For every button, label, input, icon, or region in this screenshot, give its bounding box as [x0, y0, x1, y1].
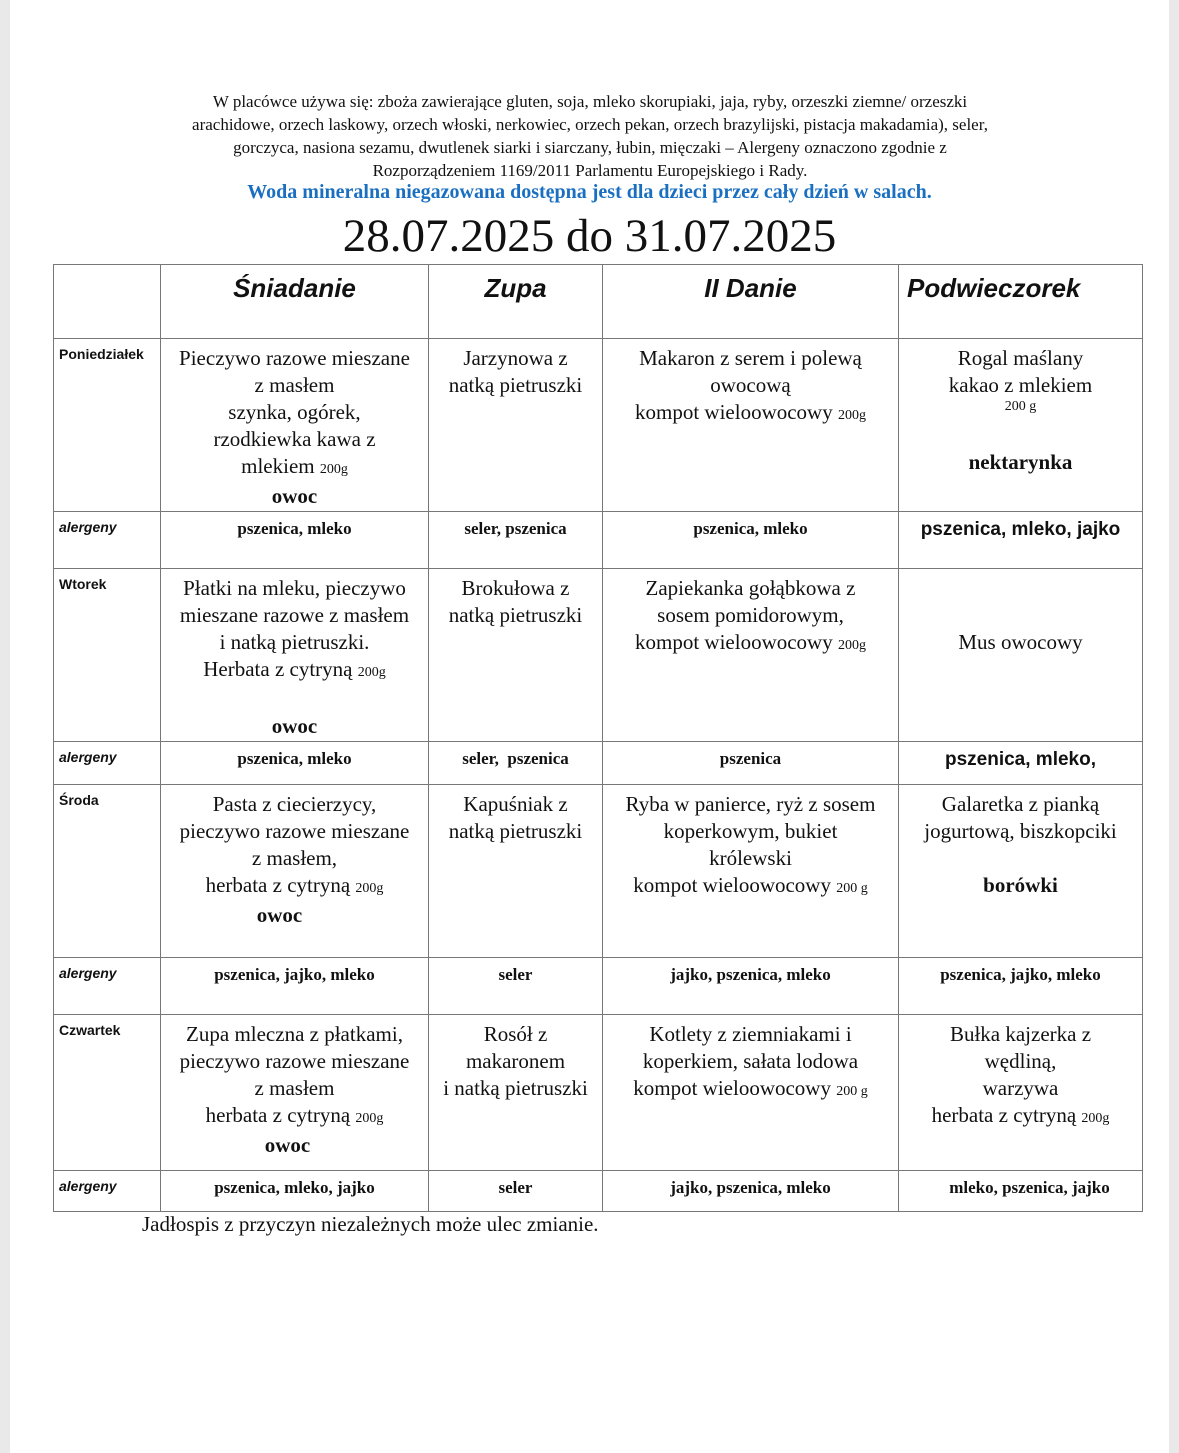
allergen-soup: seler, pszenica [429, 742, 603, 785]
snack-cell [899, 785, 1143, 958]
intro-line: W placówce używa się: zboża zawierające gluten, soja, mleko skorupiaki, jaja, ryby, orzeszki ziemne/ orzeszki [212, 92, 968, 111]
portion-size: 200g [319, 462, 348, 477]
meal-line: pieczywo razowe mieszane [179, 819, 410, 843]
meal-text: Herbata z cytryną [203, 657, 353, 681]
meal-line: Rosół z [483, 1022, 548, 1046]
snack-cell [899, 1015, 1143, 1171]
meal-line: koperkiem, sałata lodowa [642, 1049, 859, 1073]
allergen-row [54, 958, 1143, 1015]
meal-line [163, 656, 426, 686]
meal-line: Makaron z serem i polewą [639, 346, 862, 370]
portion-size: 200 g [1004, 399, 1037, 414]
allergen-snack: pszenica, mleko, jajko [899, 512, 1143, 569]
meal-line: i natką pietruszki [443, 1076, 588, 1100]
day-label: Poniedziałek [54, 339, 161, 512]
day-label: Wtorek [54, 569, 161, 742]
menu-table [53, 264, 1143, 1212]
meal-line: natką pietruszki [448, 819, 583, 843]
meal-text: kompot wieloowocowy [635, 630, 833, 654]
meal-line [605, 1075, 896, 1105]
allergen-breakfast: pszenica, jajko, mleko [161, 958, 429, 1015]
meal-line: Pasta z ciecierzycy, [212, 792, 377, 816]
meal-line: z masłem [254, 1076, 335, 1100]
portion-size: 200 g [836, 1084, 868, 1099]
allergen-main: jajko, pszenica, mleko [603, 1171, 899, 1212]
water-note: Woda mineralna niegazowana dostępna jest dla dzieci przez cały dzień w salach. [247, 181, 932, 203]
meal-line: Kapuśniak z [463, 792, 568, 816]
meal-line: pieczywo razowe mieszane [179, 1049, 410, 1073]
day-row [54, 569, 1143, 742]
date-range: 28.07.2025 do 31.07.2025 [342, 210, 837, 262]
meal-line: Płatki na mleku, pieczywo [183, 576, 406, 600]
meal-line: Ryba w panierce, ryż z sosem [625, 792, 876, 816]
meal-line: Brokułowa z [461, 576, 570, 600]
intro-line: Rozporządzeniem 1169/2011 Parlamentu Europejskiego i Rady. [372, 161, 808, 180]
fruit-label: nektarynka [968, 450, 1073, 474]
meal-line: wędliną, [984, 1049, 1057, 1073]
day-row [54, 1015, 1143, 1171]
soup-cell [429, 1015, 603, 1171]
meal-line: Zupa mleczna z płatkami, [186, 1022, 403, 1046]
portion-size: 200g [837, 408, 866, 423]
header-soup: Zupa [429, 265, 603, 339]
meal-line: mieszane razowe z masłem [179, 603, 410, 627]
meal-line: koperkowym, bukiet [663, 819, 838, 843]
day-row [54, 785, 1143, 958]
day-label: Środa [54, 785, 161, 958]
allergen-breakfast: pszenica, mleko [161, 512, 429, 569]
meal-line: Bułka kajzerka z [949, 1022, 1092, 1046]
allergen-row [54, 1171, 1143, 1212]
fruit-label: owoc [256, 903, 303, 927]
meal-line: natką pietruszki [448, 373, 583, 397]
meal-line: królewski [709, 846, 792, 870]
main-cell [603, 339, 899, 512]
soup-cell [429, 569, 603, 742]
allergen-snack: pszenica, jajko, mleko [899, 958, 1143, 1015]
snack-cell [899, 339, 1143, 512]
header-main: II Danie [603, 265, 899, 339]
allergen-label: alergeny [54, 1171, 161, 1212]
meal-line: owocową [710, 373, 791, 397]
allergen-main: jajko, pszenica, mleko [603, 958, 899, 1015]
meal-line: Rogal maślany [957, 346, 1084, 370]
allergen-label: alergeny [54, 512, 161, 569]
meal-line [163, 1102, 426, 1132]
meal-line: szynka, ogórek, [228, 400, 361, 424]
allergen-row [54, 512, 1143, 569]
main-cell [603, 785, 899, 958]
fruit-label: borówki [983, 873, 1058, 897]
meal-line: rzodkiewka kawa z [213, 427, 376, 451]
fruit-label: owoc [271, 484, 318, 508]
meal-line [901, 1102, 1140, 1132]
meal-line: z masłem, [251, 846, 338, 870]
meal-line: Galaretka z pianką [941, 792, 1100, 816]
portion-size: 200g [1081, 1111, 1110, 1126]
day-row [54, 339, 1143, 512]
meal-text: kompot wieloowocowy [633, 873, 831, 897]
intro-line: gorczyca, nasiona sezamu, dwutlenek siarki i siarczany, łubin, mięczaki – Alergeny oznaczono zgodnie z [233, 138, 947, 157]
meal-text: mlekiem [241, 454, 315, 478]
portion-size: 200g [355, 881, 384, 896]
fruit-label: owoc [271, 714, 318, 738]
breakfast-cell [161, 1015, 429, 1171]
meal-line: Zapiekanka gołąbkowa z [645, 576, 856, 600]
meal-line: jogurtową, biszkopciki [924, 819, 1117, 843]
meal-line: i natką pietruszki. [219, 630, 370, 654]
breakfast-cell [161, 339, 429, 512]
meal-text: herbata z cytryną [931, 1103, 1077, 1127]
meal-text: kompot wieloowocowy [633, 1076, 831, 1100]
allergen-label: alergeny [54, 958, 161, 1015]
meal-line [605, 629, 896, 659]
allergen-breakfast: pszenica, mleko, jajko [161, 1171, 429, 1212]
fruit-label: owoc [264, 1133, 311, 1157]
meal-line: Kotlety z ziemniakami i [649, 1022, 852, 1046]
breakfast-cell [161, 785, 429, 958]
meal-line [605, 399, 896, 429]
meal-line [163, 872, 426, 902]
header-breakfast: Śniadanie [161, 265, 429, 339]
meal-line: warzywa [982, 1076, 1059, 1100]
meal-text: herbata z cytryną [205, 873, 351, 897]
portion-size: 200g [357, 665, 386, 680]
allergen-breakfast: pszenica, mleko [161, 742, 429, 785]
soup-cell [429, 785, 603, 958]
footer-note: Jadłospis z przyczyn niezależnych może ulec zmianie. [142, 1212, 599, 1236]
portion-size: 200 g [836, 881, 868, 896]
allergen-soup: seler [429, 1171, 603, 1212]
allergen-snack: pszenica, mleko, [899, 742, 1143, 785]
meal-line: Jarzynowa z [463, 346, 568, 370]
meal-line: sosem pomidorowym, [657, 603, 844, 627]
main-cell [603, 569, 899, 742]
meal-line: z masłem [254, 373, 335, 397]
meal-line [163, 453, 426, 483]
allergen-main: pszenica, mleko [603, 512, 899, 569]
meal-line: natką pietruszki [448, 603, 583, 627]
portion-size: 200g [837, 638, 866, 653]
meal-line: Pieczywo razowe mieszane [179, 346, 410, 370]
meal-line: kakao z mlekiem [948, 373, 1093, 397]
meal-text: herbata z cytryną [205, 1103, 351, 1127]
header-row [54, 265, 1143, 339]
intro-line: arachidowe, orzech laskowy, orzech włoski, nerkowiec, orzech pekan, orzech brazylijski, pistacja makadamia), seler, [192, 115, 988, 134]
main-cell [603, 1015, 899, 1171]
header-snack: Podwieczorek [899, 265, 1143, 339]
snack-cell [899, 569, 1143, 742]
allergen-row [54, 742, 1143, 785]
meal-line: Mus owocowy [958, 630, 1083, 654]
allergen-label: alergeny [54, 742, 161, 785]
breakfast-cell [161, 569, 429, 742]
meal-line [605, 872, 896, 902]
allergen-snack: mleko, pszenica, jajko [899, 1171, 1143, 1212]
meal-line: makaronem [465, 1049, 566, 1073]
corner-cell [54, 265, 161, 339]
allergen-main: pszenica [603, 742, 899, 785]
day-label: Czwartek [54, 1015, 161, 1171]
allergen-soup: seler [429, 958, 603, 1015]
meal-text: kompot wieloowocowy [635, 400, 833, 424]
soup-cell [429, 339, 603, 512]
portion-size: 200g [355, 1111, 384, 1126]
allergen-intro [120, 90, 1060, 182]
allergen-soup: seler, pszenica [429, 512, 603, 569]
